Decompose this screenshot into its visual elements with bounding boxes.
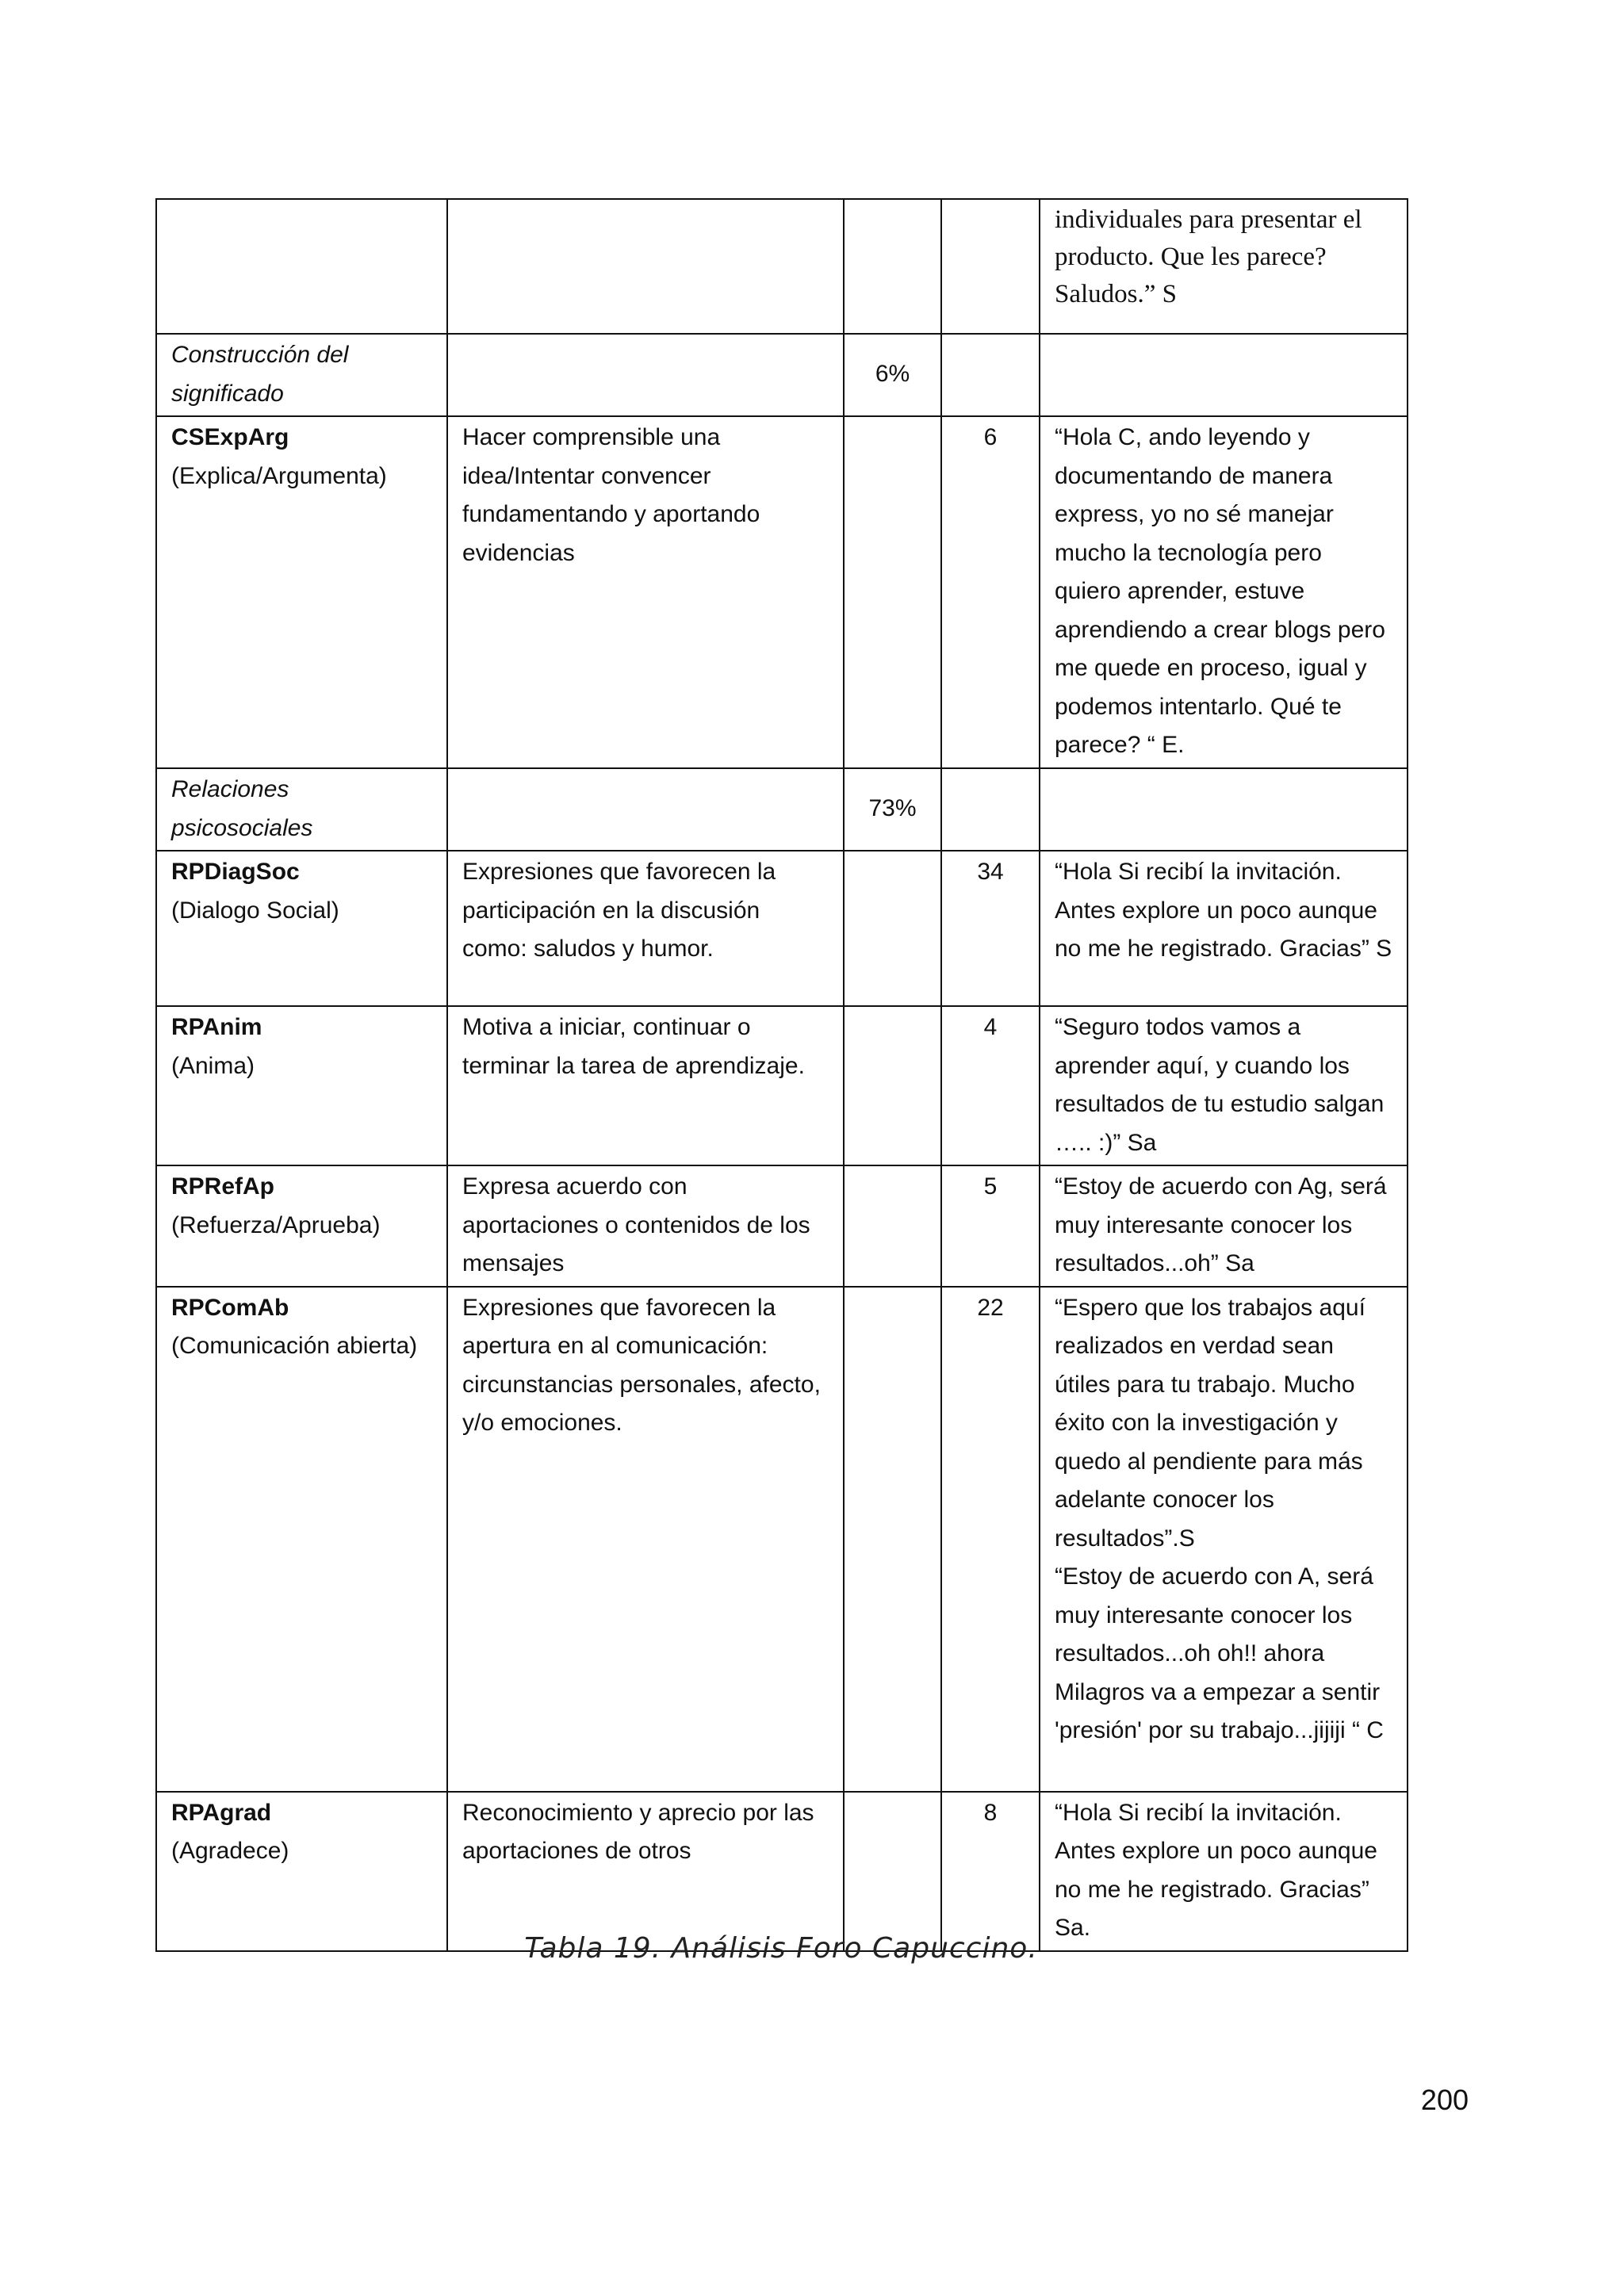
example-cell — [1040, 1792, 1408, 1951]
frequency-cell — [941, 199, 1040, 334]
table-row — [156, 1287, 1408, 1792]
code-label: RPComAb — [171, 1294, 289, 1321]
table-row — [156, 1792, 1408, 1951]
example-text: “Estoy de acuerdo con Ag, será muy interesante conocer los resultados...oh” Sa — [1055, 1173, 1387, 1276]
percent-cell — [844, 1165, 941, 1287]
code-cell — [156, 1165, 447, 1287]
code-gloss: (Explica/Argumenta) — [171, 462, 387, 489]
table-row — [156, 416, 1408, 768]
example-text: “Seguro todos vamos a aprender aquí, y cuando los resultados de tu estudio salgan ….. :)” Sa — [1055, 1014, 1385, 1156]
percent-cell — [844, 1006, 941, 1165]
example-text: “Hola C, ando leyendo y documentando de manera express, yo no sé manejar mucho la tecnología pero quiero aprender, estuve aprendiendo a crear blogs pero me quede en proceso, igual y podemos intentarlo. Qué te parece? “ E. — [1055, 424, 1385, 758]
frequency-cell: 22 — [941, 1287, 1040, 1792]
description-cell: Reconocimiento y aprecio por las aportaciones de otros — [447, 1792, 844, 1951]
example-cell — [1040, 1165, 1408, 1287]
analysis-table — [155, 198, 1408, 1952]
code-gloss: (Anima) — [171, 1052, 255, 1079]
description-cell: Expresa acuerdo con aportaciones o contenidos de los mensajes — [447, 1165, 844, 1287]
example-cell — [1040, 416, 1408, 768]
code-label: RPDiagSoc — [171, 859, 300, 885]
code-cell — [156, 416, 447, 768]
code-cell — [156, 1287, 447, 1792]
code-gloss: (Agradece) — [171, 1838, 289, 1864]
description-cell — [447, 199, 844, 334]
code-gloss: (Refuerza/Aprueba) — [171, 1211, 381, 1238]
category-percent: 73% — [844, 768, 941, 851]
example-text: “Hola Si recibí la invitación. Antes explore un poco aunque no me he registrado. Gracias” Sa. — [1055, 1799, 1377, 1941]
table-caption: Tabla 19. Análisis Foro Capuccino. — [524, 1932, 1038, 1965]
code-gloss: (Dialogo Social) — [171, 897, 339, 924]
percent-cell — [844, 1792, 941, 1951]
code-gloss: (Comunicación abierta) — [171, 1333, 418, 1359]
category-row — [156, 334, 1408, 416]
code-label: RPAnim — [171, 1014, 262, 1040]
table-row — [156, 851, 1408, 1006]
table-row-continuation — [156, 199, 1408, 334]
description-cell: Motiva a iniciar, continuar o terminar la tarea de aprendizaje. — [447, 1006, 844, 1165]
category-percent: 6% — [844, 334, 941, 416]
percent-cell — [844, 416, 941, 768]
frequency-cell: 34 — [941, 851, 1040, 1006]
category-name: Construcción del significado — [156, 334, 447, 416]
example-cell: individuales para presentar el producto. Que les parece? Saludos.” S — [1040, 199, 1408, 334]
frequency-cell: 4 — [941, 1006, 1040, 1165]
frequency-cell: 8 — [941, 1792, 1040, 1951]
description-cell: Expresiones que favorecen la participación en la discusión como: saludos y humor. — [447, 851, 844, 1006]
example-text: “Espero que los trabajos aquí realizados en verdad sean útiles para tu trabajo. Mucho éxito con la investigación y quedo al pendiente para más adelante conocer los resultados”.S — [1055, 1294, 1365, 1552]
percent-cell — [844, 1287, 941, 1792]
table-row — [156, 1165, 1408, 1287]
description-cell: Expresiones que favorecen la apertura en al comunicación: circunstancias personales, afecto, y/o emociones. — [447, 1287, 844, 1792]
example-cell — [1040, 851, 1408, 1006]
code-label: RPAgrad — [171, 1799, 272, 1826]
category-name: Relaciones psicosociales — [156, 768, 447, 851]
page-number: 200 — [1420, 2084, 1469, 2116]
code-cell — [156, 851, 447, 1006]
description-cell: Hacer comprensible una idea/Intentar convencer fundamentando y aportando evidencias — [447, 416, 844, 768]
table-row — [156, 1006, 1408, 1165]
percent-cell — [844, 199, 941, 334]
example-text: “Estoy de acuerdo con A, será muy interesante conocer los resultados...oh oh!! ahora Milagros va a empezar a sentir 'presión' por su trabajo...jijiji “ C — [1055, 1563, 1384, 1743]
example-cell — [1040, 1287, 1408, 1792]
frequency-cell: 6 — [941, 416, 1040, 768]
code-cell — [156, 199, 447, 334]
code-label: RPRefAp — [171, 1173, 275, 1200]
example-cell — [1040, 1006, 1408, 1165]
category-row — [156, 768, 1408, 851]
code-cell — [156, 1006, 447, 1165]
percent-cell — [844, 851, 941, 1006]
code-label: CSExpArg — [171, 424, 289, 450]
example-text: “Hola Si recibí la invitación. Antes explore un poco aunque no me he registrado. Gracias” S — [1055, 859, 1392, 962]
code-cell — [156, 1792, 447, 1951]
frequency-cell: 5 — [941, 1165, 1040, 1287]
